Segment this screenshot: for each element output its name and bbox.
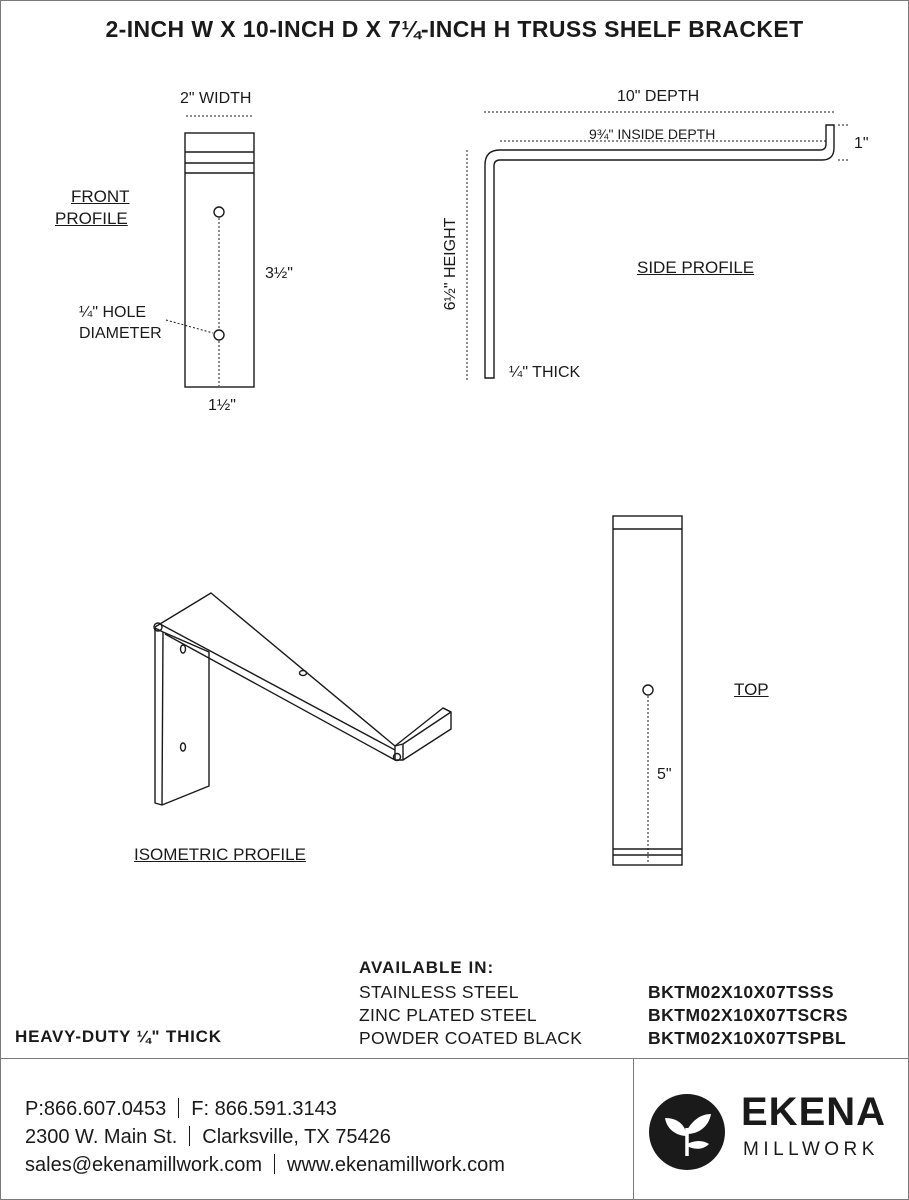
isometric-profile-label: ISOMETRIC PROFILE xyxy=(134,845,306,864)
front-width-label: 2" WIDTH xyxy=(180,90,252,107)
contact-city: Clarksville, TX 75426 xyxy=(202,1126,391,1148)
footer-divider xyxy=(0,1058,909,1059)
material-zinc: ZINC PLATED STEEL xyxy=(359,1005,537,1025)
top-view-label: TOP xyxy=(734,680,769,699)
separator xyxy=(189,1126,190,1146)
heavy-duty-label: HEAVY-DUTY ¼" THICK xyxy=(15,1027,222,1046)
brand-name: EKENA xyxy=(741,1090,887,1134)
contact-line-address xyxy=(25,1126,391,1149)
contact-phone: P:866.607.0453 xyxy=(25,1098,167,1120)
material-stainless: STAINLESS STEEL xyxy=(359,982,519,1002)
available-in-heading: AVAILABLE IN: xyxy=(359,958,495,977)
front-profile-drawing xyxy=(166,116,254,387)
brand-subtitle: MILLWORK xyxy=(743,1139,879,1160)
side-lip-label: 1" xyxy=(854,135,869,152)
front-lower-hole xyxy=(214,330,224,340)
sku-stainless: BKTM02X10X07TSSS xyxy=(648,982,834,1002)
top-view-drawing xyxy=(613,516,682,865)
contact-line-phone xyxy=(25,1098,337,1121)
front-hole-spacing-label: 3½" xyxy=(265,265,293,282)
front-hole-label-line1: ¼" HOLE xyxy=(79,304,147,321)
isometric-drawing xyxy=(154,593,451,805)
top-hole-dim-label: 5" xyxy=(657,766,672,783)
iso-hole-side-1 xyxy=(181,645,186,653)
side-inside-depth-label: 9¾" INSIDE DEPTH xyxy=(589,126,716,142)
material-powder-coated: POWDER COATED BLACK xyxy=(359,1028,583,1048)
front-hole-label-line2: DIAMETER xyxy=(79,325,162,342)
page-title: 2-INCH W X 10-INCH D X 7¼-INCH H TRUSS SHELF BRACKET xyxy=(105,16,804,42)
front-profile-label-line1: FRONT xyxy=(71,187,130,206)
sku-zinc: BKTM02X10X07TSCRS xyxy=(648,1005,849,1025)
side-depth-label: 10" DEPTH xyxy=(617,88,700,105)
front-bottom-dim-label: 1½" xyxy=(208,397,236,414)
front-profile-label-line2: PROFILE xyxy=(55,209,128,228)
contact-street: 2300 W. Main St. xyxy=(25,1126,178,1148)
front-upper-hole xyxy=(214,207,224,217)
footer-vertical-divider xyxy=(633,1058,634,1200)
side-thick-label: ¼" THICK xyxy=(509,364,581,381)
sku-powder-coated: BKTM02X10X07TSPBL xyxy=(648,1028,847,1048)
contact-email[interactable]: sales@ekenamillwork.com xyxy=(25,1154,263,1176)
top-hole xyxy=(643,685,653,695)
contact-website[interactable]: www.ekenamillwork.com xyxy=(287,1154,505,1176)
iso-hole-top xyxy=(300,671,307,676)
contact-line-web xyxy=(25,1154,505,1177)
side-profile-drawing xyxy=(467,112,850,380)
contact-fax: F: 866.591.3143 xyxy=(191,1098,337,1120)
iso-hole-side-2 xyxy=(181,743,186,751)
leaf-sprout-icon xyxy=(649,1094,725,1170)
separator xyxy=(178,1098,179,1118)
side-profile-label: SIDE PROFILE xyxy=(637,258,755,277)
side-height-label: 6½" HEIGHT xyxy=(442,217,459,311)
separator xyxy=(274,1154,275,1174)
